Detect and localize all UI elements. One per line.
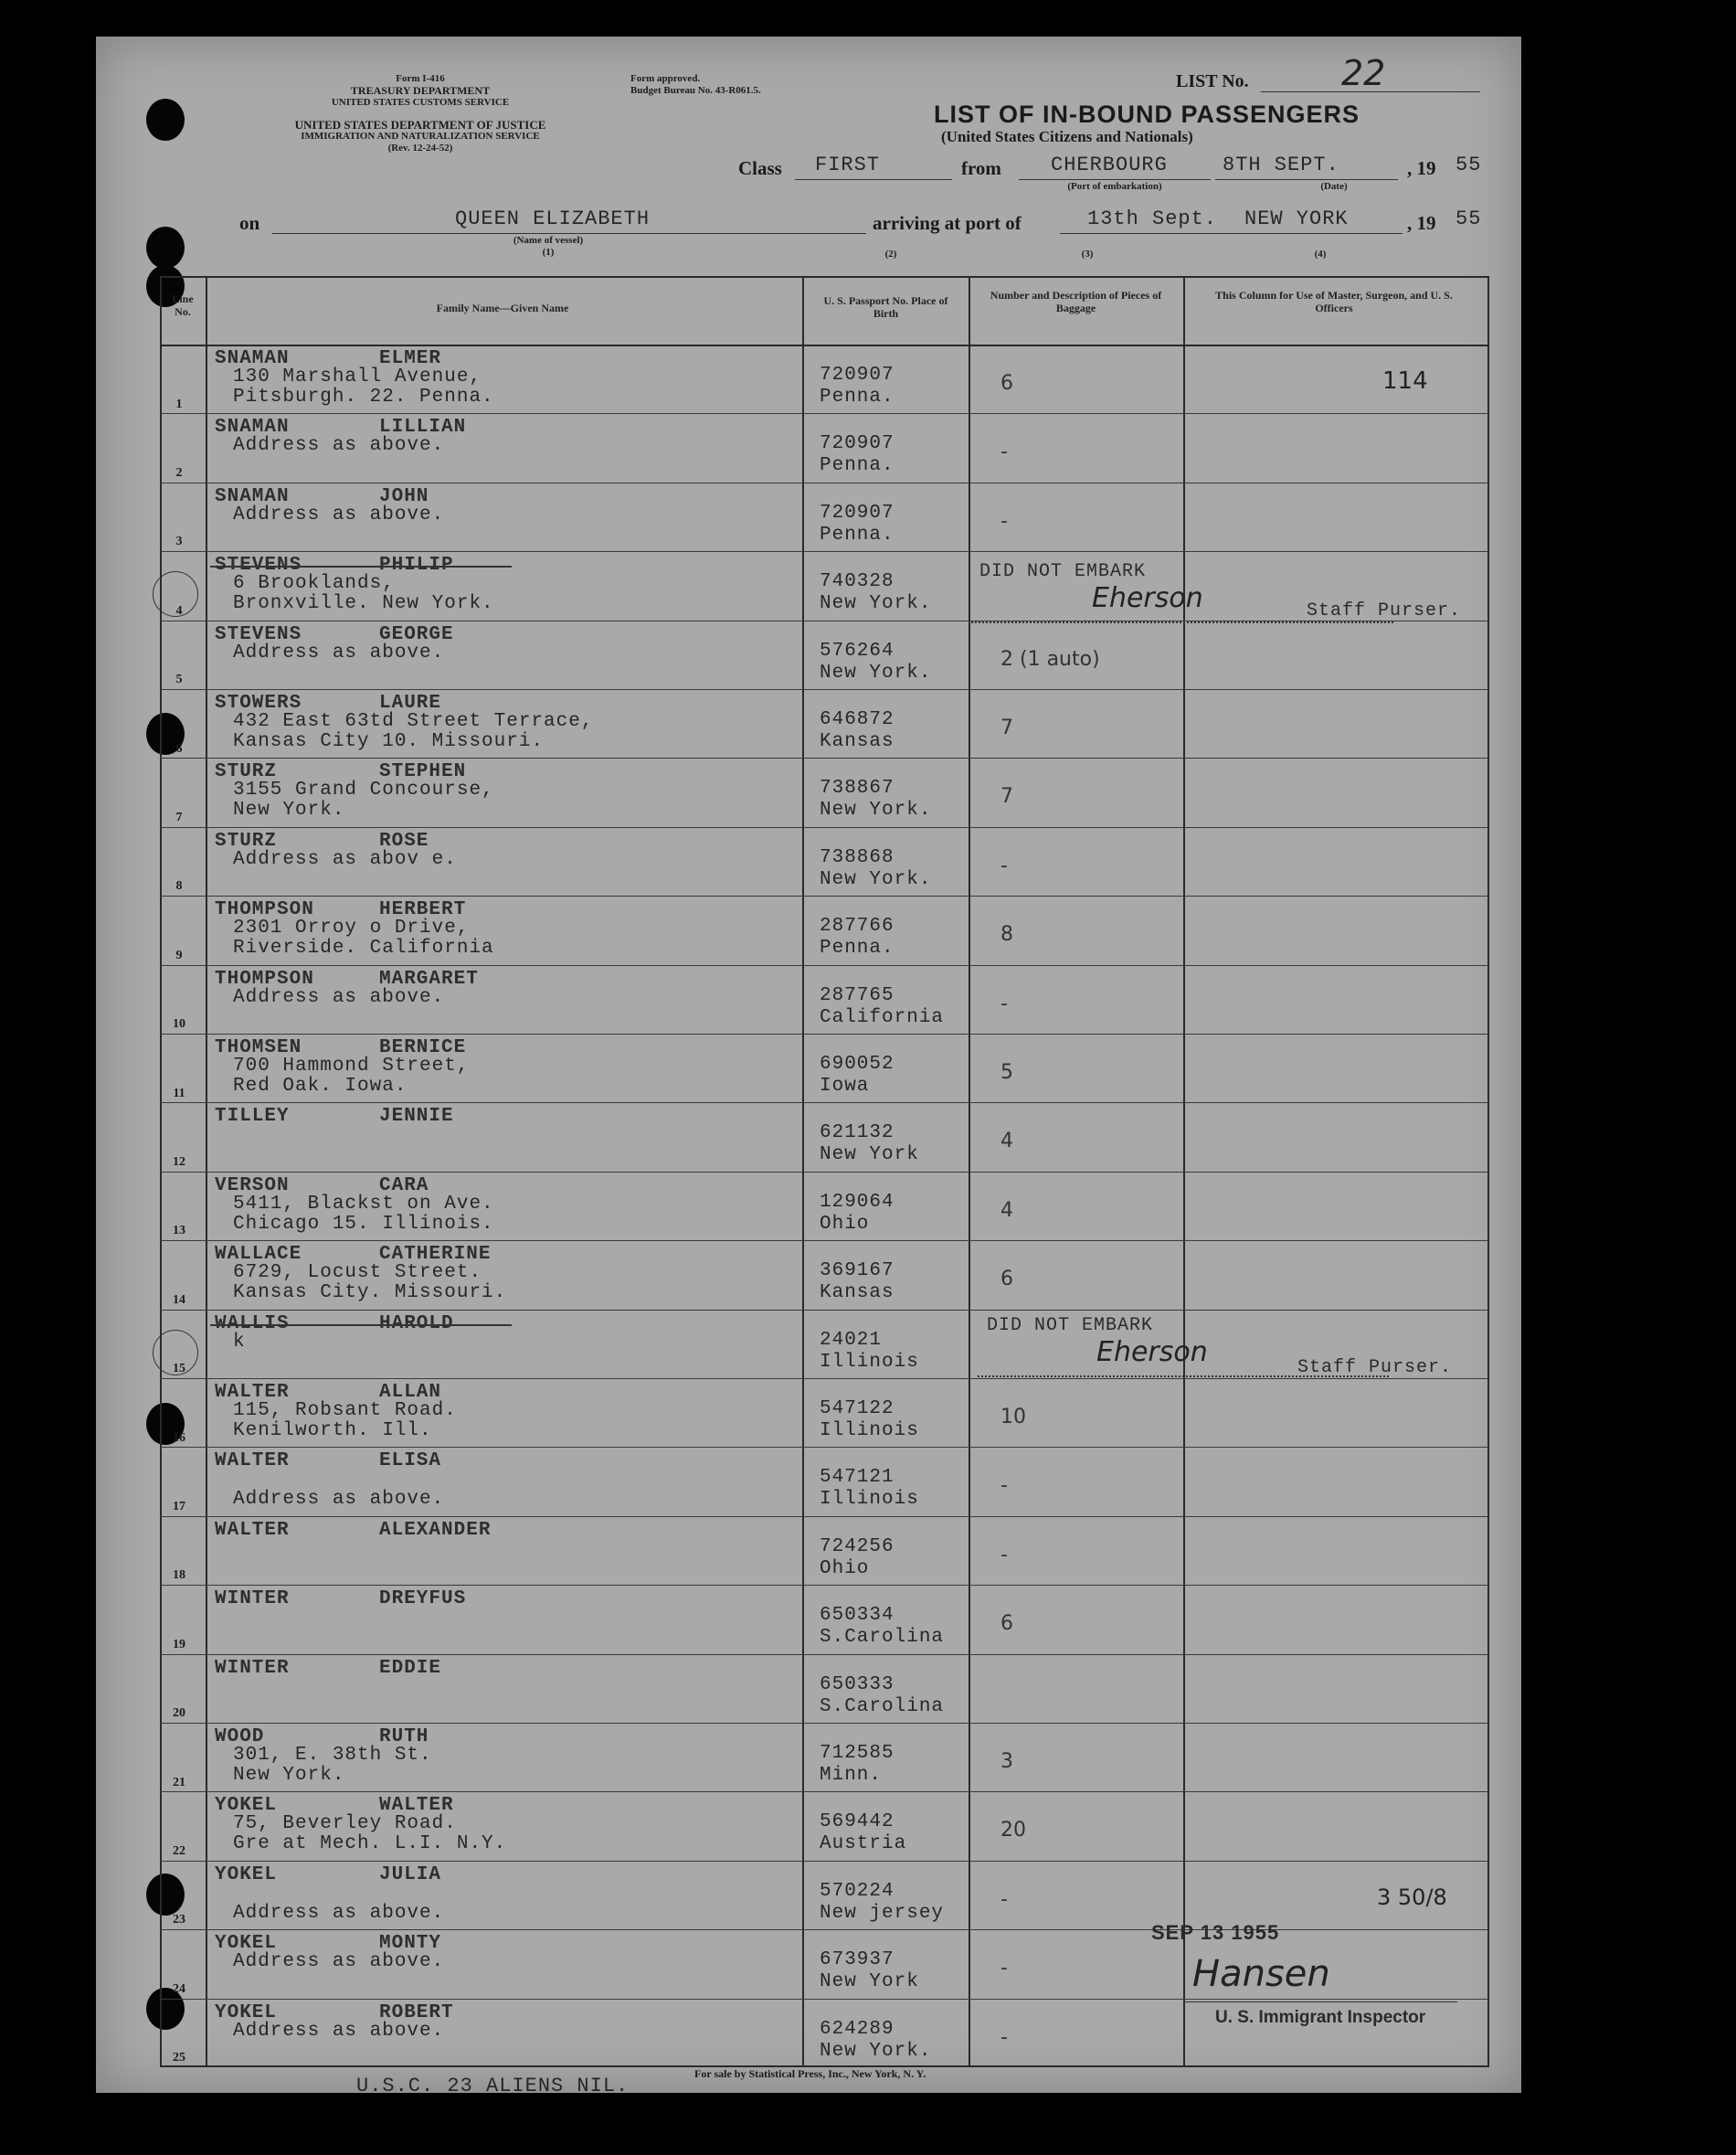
arrival-date: 13th Sept.	[1087, 207, 1218, 230]
family-name: VERSON	[215, 1174, 290, 1196]
footer-aliens-note: U.S.C. 23 ALIENS NIL.	[356, 2075, 630, 2097]
family-name: YOKEL	[215, 1863, 278, 1885]
vessel-caption-text: (Name of vessel)	[513, 235, 584, 246]
address-line-2: Kansas City 10. Missouri.	[233, 731, 545, 752]
row-divider	[160, 551, 1489, 552]
baggage-count: -	[1000, 992, 1008, 1015]
line-number: 10	[173, 1017, 185, 1032]
passport-number: 738868	[820, 846, 894, 868]
circled-line-marker	[153, 571, 198, 617]
document-title: LIST OF IN-BOUND PASSENGERS	[934, 101, 1360, 128]
row-divider	[160, 1447, 1489, 1448]
given-name: ELISA	[379, 1450, 442, 1472]
line-number: 24	[173, 1981, 185, 1996]
from-value: CHERBOURG	[1051, 154, 1168, 176]
baggage-count: 8	[1000, 923, 1013, 947]
row-divider	[160, 1654, 1489, 1655]
row-divider	[160, 1723, 1489, 1724]
signature-underline	[1183, 2001, 1457, 2002]
table-row	[160, 483, 1489, 552]
year-prefix-1: , 19	[1407, 157, 1436, 179]
given-name: HERBERT	[379, 899, 467, 921]
place-of-birth: New York	[820, 1144, 919, 1166]
place-of-birth: New jersey	[820, 1902, 945, 1924]
table-row	[160, 413, 1489, 483]
row-divider	[160, 827, 1489, 828]
passport-number: 740328	[820, 571, 894, 593]
staff-purser-note-1: Staff Purser.	[1307, 600, 1462, 621]
place-of-birth: Illinois	[820, 1489, 919, 1511]
address-line-1: 130 Marshall Avenue,	[233, 366, 482, 387]
family-name: WALTER	[215, 1450, 290, 1472]
line-number: 14	[173, 1292, 185, 1307]
table-row	[160, 758, 1489, 827]
family-name: STEVENS	[215, 555, 302, 577]
arriving-label: arriving at port of	[873, 212, 1021, 234]
row-divider	[160, 758, 1489, 759]
passport-number: 547122	[820, 1398, 894, 1419]
place-of-birth: Ohio	[820, 1213, 870, 1235]
table-row	[160, 1861, 1489, 1930]
address-line-1: Address as above.	[233, 642, 445, 663]
passport-number: 24021	[820, 1329, 883, 1351]
baggage-count: 5	[1000, 1061, 1013, 1084]
baggage-count: -	[1000, 441, 1008, 464]
strikethrough-line	[210, 1324, 512, 1326]
table-row	[160, 551, 1489, 621]
passport-number: 570224	[820, 1880, 894, 1902]
passport-number: 720907	[820, 433, 894, 455]
address-line-1: 2301 Orroy o Drive,	[233, 918, 470, 939]
family-name: THOMPSON	[215, 968, 314, 990]
baggage-count: 7	[1000, 785, 1013, 809]
line-number: 13	[173, 1224, 185, 1238]
passport-number: 624289	[820, 2018, 894, 2040]
family-name: THOMSEN	[215, 1037, 302, 1058]
baggage-count: 2 (1 auto)	[1000, 647, 1100, 671]
passport-number: 712585	[820, 1743, 894, 1764]
strikethrough-line	[210, 566, 512, 568]
fraction-annotation: 3 50/8	[1377, 1884, 1447, 1910]
given-name: JOHN	[379, 485, 429, 507]
class-value: FIRST	[815, 154, 881, 176]
baggage-count: -	[1000, 1543, 1008, 1566]
punch-hole	[146, 99, 185, 141]
address-line-1: 432 East 63td Street Terrace,	[233, 711, 594, 732]
place-of-birth: Austria	[820, 1833, 907, 1855]
family-name: YOKEL	[215, 1933, 278, 1955]
given-name: LILLIAN	[379, 417, 467, 439]
passport-number: 547121	[820, 1467, 894, 1489]
date-underline	[1215, 179, 1398, 180]
row-divider	[160, 413, 1489, 414]
place-of-birth: Iowa	[820, 1076, 870, 1097]
passport-number: 673937	[820, 1949, 894, 1971]
line-number: 19	[173, 1637, 185, 1651]
table-row	[160, 1516, 1489, 1586]
line-number: 18	[173, 1568, 185, 1583]
passenger-table	[160, 276, 1489, 2067]
line-number: 1	[175, 397, 183, 411]
place-of-birth: Penna.	[820, 387, 894, 408]
address-line-2: Bronxville. New York.	[233, 593, 494, 615]
address-line-2: Riverside. California	[233, 938, 494, 960]
col-header-passport: U. S. Passport No. Place of Birth	[823, 294, 948, 320]
given-name: WALTER	[379, 1795, 454, 1817]
table-row	[160, 1447, 1489, 1516]
table-row	[160, 827, 1489, 897]
line-number: 22	[173, 1844, 185, 1859]
address-line-2: Pitsburgh. 22. Penna.	[233, 387, 494, 408]
family-name: SNAMAN	[215, 348, 290, 369]
family-name: WINTER	[215, 1657, 290, 1679]
family-name: SNAMAN	[215, 417, 290, 439]
table-rows	[160, 345, 1489, 2067]
year-value-1: 55	[1455, 154, 1482, 176]
row-divider	[160, 1861, 1489, 1862]
baggage-count: 4	[1000, 1130, 1013, 1153]
baggage-count: -	[1000, 1887, 1008, 1911]
table-row	[160, 1172, 1489, 1241]
address-line-2: Kansas City. Missouri.	[233, 1282, 507, 1304]
given-name: MARGARET	[379, 968, 479, 990]
line-number: 6	[175, 741, 183, 756]
family-name: WALTER	[215, 1519, 290, 1541]
family-name: YOKEL	[215, 1795, 278, 1817]
table-row	[160, 621, 1489, 690]
given-name: MONTY	[379, 1933, 442, 1955]
passport-number: 621132	[820, 1122, 894, 1144]
given-name: JENNIE	[379, 1106, 454, 1128]
justice-label: UNITED STATES DEPARTMENT OF JUSTICE	[294, 118, 546, 132]
vessel-caption-num: (1)	[542, 247, 555, 258]
staff-purser-note-2: Staff Purser.	[1297, 1357, 1453, 1378]
col-header-officers: This Column for Use of Master, Surgeon, and U. S. Officers	[1215, 289, 1453, 314]
family-name: STURZ	[215, 830, 278, 852]
place-of-birth: New York.	[820, 662, 932, 684]
baggage-count: -	[1000, 2025, 1008, 2049]
line-number: 5	[175, 673, 183, 687]
row-divider	[160, 689, 1489, 690]
vessel-value: QUEEN ELIZABETH	[455, 207, 651, 230]
passport-number: 650334	[820, 1605, 894, 1627]
table-row	[160, 1240, 1489, 1310]
address-line-1: Address as abov e.	[233, 848, 457, 870]
family-name: WOOD	[215, 1726, 265, 1747]
row-divider	[160, 1516, 1489, 1517]
address-line-2: New York.	[233, 1765, 345, 1786]
table-row	[160, 1791, 1489, 1861]
place-of-birth: New York.	[820, 2040, 932, 2062]
form-id: Form I-416	[396, 73, 445, 84]
inspector-label: U. S. Immigrant Inspector	[1215, 2008, 1426, 2027]
given-name: CATHERINE	[379, 1244, 492, 1266]
passport-number: 720907	[820, 365, 894, 386]
did-not-embark-note-2: DID NOT EMBARK	[987, 1315, 1154, 1336]
row-divider	[160, 1999, 1489, 2000]
line-number: 17	[173, 1500, 185, 1514]
place-of-birth: New York.	[820, 800, 932, 822]
line-number: 25	[173, 2051, 185, 2065]
row-divider	[160, 896, 1489, 897]
year-value-2: 55	[1455, 207, 1482, 230]
row-divider	[160, 1378, 1489, 1379]
place-of-birth: Kansas	[820, 731, 894, 752]
given-name: BERNICE	[379, 1037, 467, 1058]
given-name: RUTH	[379, 1726, 429, 1747]
row-divider	[160, 1102, 1489, 1103]
circled-line-marker	[153, 1330, 198, 1375]
address-line-1: 3155 Grand Concourse,	[233, 780, 494, 801]
line-number: 8	[175, 879, 183, 894]
customs-label: UNITED STATES CUSTOMS SERVICE	[331, 97, 510, 108]
table-row	[160, 1310, 1489, 1379]
column-num-2: (2)	[884, 249, 897, 260]
place-of-birth: Illinois	[820, 1351, 919, 1373]
form-approved-label: Form approved.	[630, 73, 701, 84]
given-name: ELMER	[379, 348, 442, 369]
family-name: STEVENS	[215, 623, 302, 645]
address-line-1: Address as above.	[233, 504, 445, 525]
port-embark-caption: (Port of embarkation)	[1067, 181, 1162, 192]
place-of-birth: Penna.	[820, 938, 894, 960]
budget-label: Budget Bureau No. 43-R061.5.	[630, 85, 761, 96]
table-row	[160, 1378, 1489, 1448]
class-underline	[795, 179, 952, 180]
place-of-birth: New York.	[820, 593, 932, 615]
address-line-2: Red Oak. Iowa.	[233, 1076, 408, 1097]
family-name: WALLIS	[215, 1312, 290, 1334]
dotted-rule	[978, 1375, 1389, 1377]
on-label: on	[239, 212, 260, 234]
address-line-1: 75, Beverley Road.	[233, 1813, 457, 1835]
line-number: 7	[175, 811, 183, 825]
reference-number: 114	[1382, 367, 1428, 395]
vessel-underline	[272, 233, 866, 234]
place-of-birth: S.Carolina	[820, 1695, 945, 1717]
table-row	[160, 345, 1489, 414]
class-label: Class	[738, 157, 782, 179]
given-name: LAURE	[379, 693, 442, 714]
table-row	[160, 965, 1489, 1035]
address-line-2: New York.	[233, 800, 345, 822]
place-of-birth: Ohio	[820, 1557, 870, 1579]
table-row	[160, 896, 1489, 965]
baggage-count: -	[1000, 1957, 1008, 1980]
given-name: ROSE	[379, 830, 429, 852]
table-row	[160, 1723, 1489, 1792]
given-name: ALEXANDER	[379, 1519, 492, 1541]
row-divider	[160, 1034, 1489, 1035]
table-row	[160, 1102, 1489, 1172]
baggage-count: -	[1000, 854, 1008, 877]
passport-number: 576264	[820, 640, 894, 662]
passport-number: 720907	[820, 502, 894, 524]
given-name: ROBERT	[379, 2001, 454, 2023]
address-line-2: Kenilworth. Ill.	[233, 1420, 432, 1441]
arrival-port: NEW YORK	[1244, 207, 1349, 230]
given-name: JULIA	[379, 1863, 442, 1885]
passport-number: 569442	[820, 1811, 894, 1833]
line-number: 23	[173, 1913, 185, 1927]
baggage-count: 7	[1000, 717, 1013, 739]
footer-printer-note: For sale by Statistical Press, Inc., New York, N. Y.	[694, 2067, 926, 2080]
baggage-count: 6	[1000, 1268, 1013, 1291]
table-row	[160, 1034, 1489, 1103]
family-name: STOWERS	[215, 693, 302, 714]
passport-number: 287766	[820, 916, 894, 938]
given-name: GEORGE	[379, 623, 454, 645]
passport-number: 738867	[820, 778, 894, 800]
place-of-birth: Minn.	[820, 1765, 883, 1786]
line-number: 11	[173, 1086, 185, 1100]
year-prefix-2: , 19	[1407, 212, 1436, 234]
row-divider	[160, 1310, 1489, 1311]
passport-number: 724256	[820, 1535, 894, 1557]
address-line-1: 301, E. 38th St.	[233, 1745, 432, 1766]
col-header-name: Family Name—Given Name	[436, 302, 569, 314]
col-header-line-no: Line No.	[172, 292, 194, 318]
row-divider	[160, 1791, 1489, 1792]
baggage-count: 10	[1000, 1406, 1026, 1428]
place-of-birth: New York	[820, 1971, 919, 1993]
purser-signature-2: Eherson	[1096, 1336, 1208, 1368]
address-line-2: Gre at Mech. L.I. N.Y.	[233, 1833, 507, 1855]
baggage-count: -	[1000, 509, 1008, 533]
purser-signature-1: Eherson	[1092, 582, 1203, 614]
column-num-4: (4)	[1314, 249, 1327, 260]
date-value: 8TH SEPT.	[1223, 154, 1339, 176]
passport-number: 690052	[820, 1054, 894, 1075]
place-of-birth: Illinois	[820, 1420, 919, 1441]
address-line-1: Address as above.	[233, 1951, 445, 1973]
date-caption: (Date)	[1320, 181, 1348, 192]
table-row	[160, 1585, 1489, 1654]
line-number: 15	[173, 1362, 185, 1376]
vessel-caption	[484, 235, 612, 259]
address-line-1: 700 Hammond Street,	[233, 1056, 470, 1077]
given-name: EDDIE	[379, 1657, 442, 1679]
line-number: 4	[175, 603, 183, 618]
inspector-signature: Hansen	[1192, 1953, 1330, 1995]
baggage-count: 6	[1000, 1612, 1013, 1636]
passport-number: 369167	[820, 1260, 894, 1282]
did-not-embark-note-1: DID NOT EMBARK	[979, 561, 1147, 582]
given-name: ALLAN	[379, 1382, 442, 1403]
column-num-3: (3)	[1081, 249, 1094, 260]
given-name: CARA	[379, 1174, 429, 1196]
date-stamp: SEP 13 1955	[1151, 1921, 1280, 1944]
line-number: 12	[173, 1155, 185, 1170]
row-divider	[160, 1929, 1489, 1930]
family-name: STURZ	[215, 761, 278, 783]
row-divider	[160, 965, 1489, 966]
arrival-underline	[1060, 233, 1403, 234]
list-no-label: LIST No.	[1176, 71, 1249, 91]
baggage-count: 6	[1000, 372, 1013, 395]
row-divider	[160, 1172, 1489, 1173]
from-label: from	[961, 157, 1001, 179]
baggage-count: 4	[1000, 1198, 1013, 1222]
table-row	[160, 689, 1489, 759]
baggage-count: 3	[1000, 1750, 1013, 1773]
given-name: PHILIP	[379, 555, 454, 577]
rev-label: (Rev. 12-24-52)	[387, 143, 453, 154]
line-number: 2	[175, 466, 183, 481]
header-justice-block	[238, 119, 603, 154]
passport-number: 650333	[820, 1673, 894, 1695]
given-name: STEPHEN	[379, 761, 467, 783]
baggage-count: -	[1000, 1474, 1008, 1498]
header-approval-block	[630, 73, 868, 97]
address-line-2: Chicago 15. Illinois.	[233, 1213, 494, 1235]
dotted-rule	[969, 621, 1393, 623]
family-name: TILLEY	[215, 1106, 290, 1128]
line-number: 3	[175, 535, 183, 549]
place-of-birth: Kansas	[820, 1282, 894, 1304]
header-agency-block	[292, 73, 548, 109]
passport-number: 129064	[820, 1191, 894, 1213]
family-name: THOMPSON	[215, 899, 314, 921]
address-line-1: k	[233, 1331, 246, 1353]
address-line-1: 6729, Locust Street.	[233, 1262, 482, 1284]
given-name: HAROLD	[379, 1312, 454, 1334]
list-no-value: 22	[1341, 53, 1386, 93]
address-line-1: 115, Robsant Road.	[233, 1400, 457, 1421]
place-of-birth: New York.	[820, 868, 932, 890]
line-number: 9	[175, 948, 183, 962]
from-underline	[1019, 179, 1211, 180]
treasury-label: TREASURY DEPARTMENT	[350, 84, 491, 97]
address-line-1: 5411, Blackst on Ave.	[233, 1193, 494, 1215]
punch-hole	[146, 227, 185, 269]
ins-label: IMMIGRATION AND NATURALIZATION SERVICE	[301, 131, 540, 142]
document-subtitle: (United States Citizens and Nationals)	[941, 128, 1193, 145]
family-name: YOKEL	[215, 2001, 278, 2023]
family-name: SNAMAN	[215, 485, 290, 507]
col-header-baggage: Number and Description of Pieces of Baggage	[990, 289, 1162, 314]
place-of-birth: Penna.	[820, 524, 894, 546]
place-of-birth: Penna.	[820, 455, 894, 477]
line-number: 20	[173, 1706, 185, 1721]
line-number: 21	[173, 1775, 185, 1789]
address-line-2: Address as above.	[233, 1489, 445, 1511]
place-of-birth: California	[820, 1006, 945, 1028]
row-divider	[160, 1585, 1489, 1586]
line-number: 16	[173, 1430, 185, 1445]
address-line-1: Address as above.	[233, 986, 445, 1008]
address-line-2: Address as above.	[233, 1902, 445, 1924]
address-line-1: Address as above.	[233, 2020, 445, 2042]
row-divider	[160, 1240, 1489, 1241]
passport-number: 646872	[820, 709, 894, 730]
family-name: WALTER	[215, 1382, 290, 1403]
place-of-birth: S.Carolina	[820, 1627, 945, 1649]
given-name: DREYFUS	[379, 1588, 467, 1610]
passport-number: 287765	[820, 984, 894, 1006]
family-name: WALLACE	[215, 1244, 302, 1266]
baggage-count: 20	[1000, 1819, 1026, 1842]
table-row	[160, 1654, 1489, 1724]
family-name: WINTER	[215, 1588, 290, 1610]
address-line-1: 6 Brooklands,	[233, 573, 395, 595]
address-line-1: Address as above.	[233, 435, 445, 457]
